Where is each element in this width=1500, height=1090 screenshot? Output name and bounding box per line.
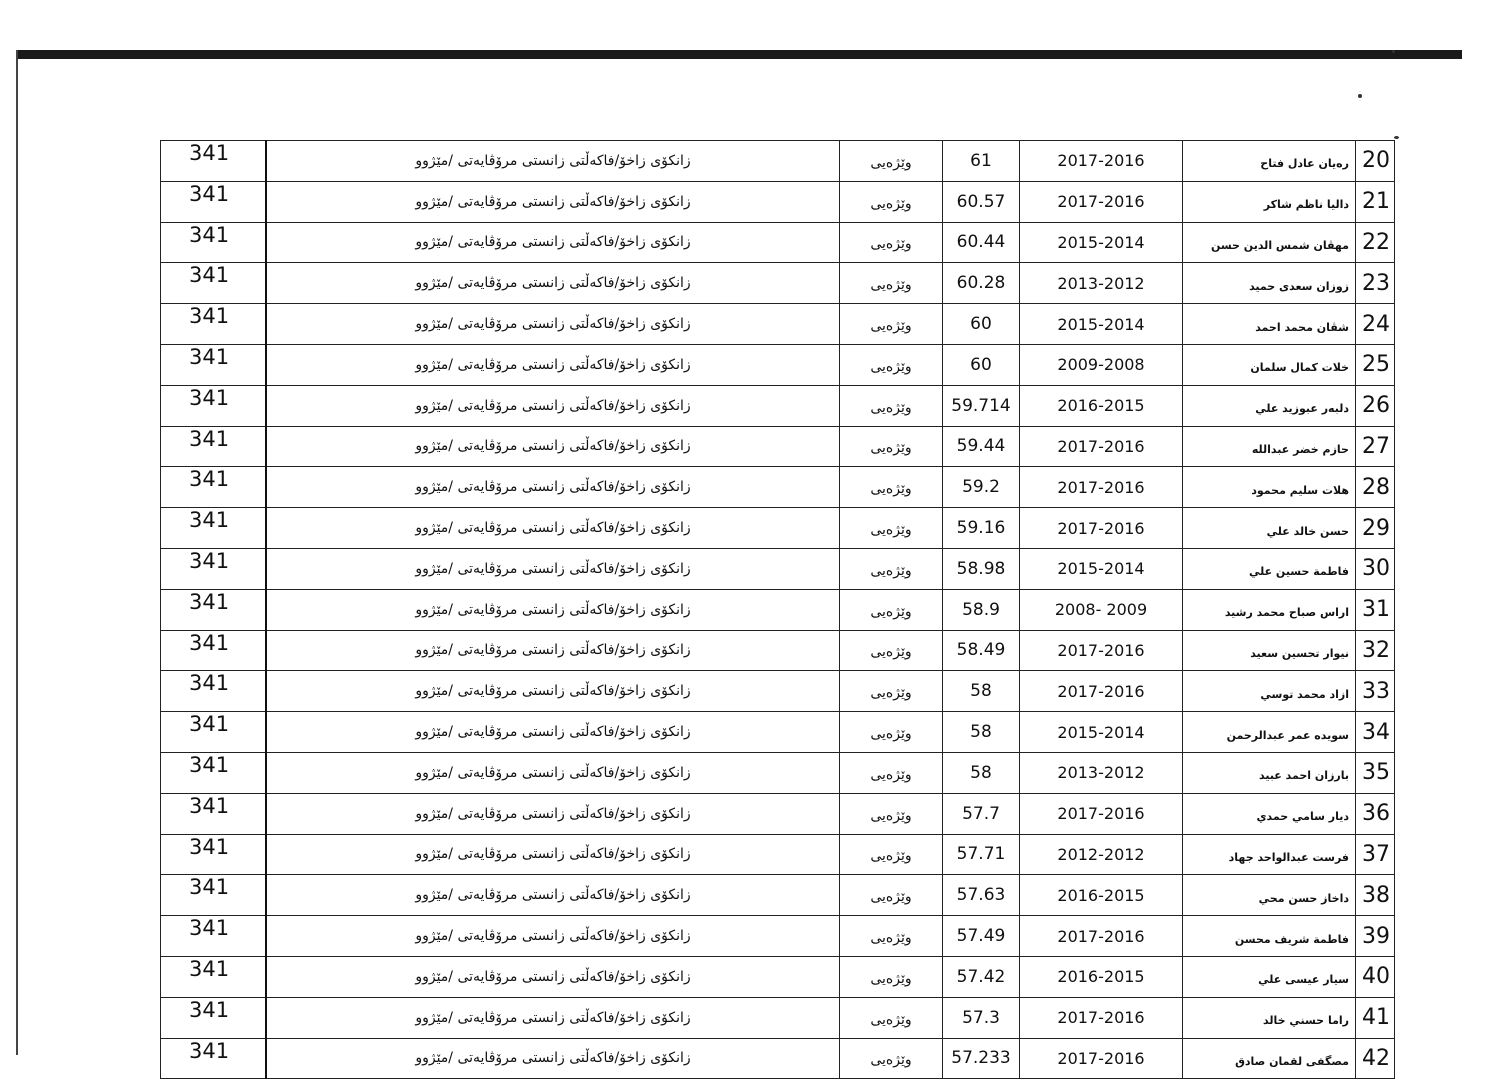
student-name-cell: مهڤان شمس الدين حسن [1183, 222, 1356, 263]
track-type-cell: وێژەیی [840, 548, 943, 589]
graduation-year-cell: 2013-2012 [1020, 752, 1183, 793]
department-cell: زانکۆی زاخۆ/فاکەڵتی زانستی مرۆڤایەتی /مێژوو [266, 344, 840, 385]
table-row [161, 793, 1395, 834]
track-type-cell: وێژەیی [840, 263, 943, 304]
graduation-year-cell: 2017-2016 [1020, 467, 1183, 508]
department-cell: زانکۆی زاخۆ/فاکەڵتی زانستی مرۆڤایەتی /مێژوو [266, 630, 840, 671]
score-cell: 57.49 [943, 916, 1020, 957]
code-cell: 341 [161, 875, 267, 916]
department-cell: زانکۆی زاخۆ/فاکەڵتی زانستی مرۆڤایەتی /مێژوو [266, 997, 840, 1038]
row-number-cell: 37 [1356, 834, 1395, 875]
department-cell: زانکۆی زاخۆ/فاکەڵتی زانستی مرۆڤایەتی /مێژوو [266, 875, 840, 916]
code-cell: 341 [161, 752, 267, 793]
row-number-cell: 20 [1356, 141, 1395, 182]
student-name-cell: دلبەر عبوزيد علي [1183, 385, 1356, 426]
department-cell: زانکۆی زاخۆ/فاکەڵتی زانستی مرۆڤایەتی /مێژوو [266, 834, 840, 875]
code-cell: 341 [161, 793, 267, 834]
code-cell: 341 [161, 385, 267, 426]
row-number-cell: 33 [1356, 671, 1395, 712]
row-number-cell: 41 [1356, 997, 1395, 1038]
student-name-cell: سويده عمر عبدالرحمن [1183, 712, 1356, 753]
code-cell: 341 [161, 344, 267, 385]
student-name-cell: سيار عيسى علي [1183, 956, 1356, 997]
table-row [161, 916, 1395, 957]
table-row [161, 1038, 1395, 1079]
track-type-cell: وێژەیی [840, 467, 943, 508]
table-row [161, 589, 1395, 630]
row-number-cell: 27 [1356, 426, 1395, 467]
department-cell: زانکۆی زاخۆ/فاکەڵتی زانستی مرۆڤایەتی /مێژوو [266, 671, 840, 712]
score-cell: 58.9 [943, 589, 1020, 630]
row-number-cell: 31 [1356, 589, 1395, 630]
score-cell: 60 [943, 304, 1020, 345]
table-row [161, 548, 1395, 589]
code-cell: 341 [161, 426, 267, 467]
student-name-cell: بارزان احمد عبيد [1183, 752, 1356, 793]
track-type-cell: وێژەیی [840, 997, 943, 1038]
graduation-year-cell: 2017-2016 [1020, 1038, 1183, 1079]
department-cell: زانکۆی زاخۆ/فاکەڵتی زانستی مرۆڤایەتی /مێژوو [266, 793, 840, 834]
graduation-year-cell: 2017-2016 [1020, 671, 1183, 712]
department-cell: زانکۆی زاخۆ/فاکەڵتی زانستی مرۆڤایەتی /مێژوو [266, 548, 840, 589]
department-cell: زانکۆی زاخۆ/فاکەڵتی زانستی مرۆڤایەتی /مێژوو [266, 1038, 840, 1079]
student-name-cell: حسن خالد علي [1183, 508, 1356, 549]
row-number-cell: 22 [1356, 222, 1395, 263]
track-type-cell: وێژەیی [840, 712, 943, 753]
score-cell: 58 [943, 752, 1020, 793]
student-name-cell: ديار سامي حمدي [1183, 793, 1356, 834]
row-number-cell: 29 [1356, 508, 1395, 549]
track-type-cell: وێژەیی [840, 793, 943, 834]
student-name-cell: داخاز حسن محي [1183, 875, 1356, 916]
graduation-year-cell: 2017-2016 [1020, 997, 1183, 1038]
track-type-cell: وێژەیی [840, 141, 943, 182]
row-number-cell: 23 [1356, 263, 1395, 304]
code-cell: 341 [161, 263, 267, 304]
track-type-cell: وێژەیی [840, 181, 943, 222]
score-cell: 57.3 [943, 997, 1020, 1038]
score-cell: 58.49 [943, 630, 1020, 671]
track-type-cell: وێژەیی [840, 1038, 943, 1079]
table-row [161, 712, 1395, 753]
table-row [161, 508, 1395, 549]
code-cell: 341 [161, 467, 267, 508]
table-row [161, 141, 1395, 182]
score-cell: 60.57 [943, 181, 1020, 222]
graduation-year-cell: 2015-2014 [1020, 304, 1183, 345]
page-left-edge [16, 50, 18, 1055]
graduation-year-cell: 2016-2015 [1020, 875, 1183, 916]
row-number-cell: 40 [1356, 956, 1395, 997]
student-name-cell: مصگفى لقمان صادق [1183, 1038, 1356, 1079]
track-type-cell: وێژەیی [840, 956, 943, 997]
graduation-year-cell: 2016-2015 [1020, 956, 1183, 997]
results-table-body [161, 141, 1395, 1079]
code-cell: 341 [161, 304, 267, 345]
score-cell: 61 [943, 141, 1020, 182]
graduation-year-cell: 2017-2016 [1020, 916, 1183, 957]
department-cell: زانکۆی زاخۆ/فاکەڵتی زانستی مرۆڤایەتی /مێژوو [266, 426, 840, 467]
score-cell: 57.7 [943, 793, 1020, 834]
row-number-cell: 38 [1356, 875, 1395, 916]
track-type-cell: وێژەیی [840, 630, 943, 671]
code-cell: 341 [161, 630, 267, 671]
track-type-cell: وێژەیی [840, 426, 943, 467]
table-row [161, 875, 1395, 916]
track-type-cell: وێژەیی [840, 304, 943, 345]
score-cell: 57.71 [943, 834, 1020, 875]
graduation-year-cell: 2017-2016 [1020, 630, 1183, 671]
results-table-wrapper [160, 140, 1390, 1079]
graduation-year-cell: 2017-2016 [1020, 508, 1183, 549]
code-cell: 341 [161, 671, 267, 712]
score-cell: 59.714 [943, 385, 1020, 426]
page-top-rule [18, 50, 1462, 59]
row-number-cell: 36 [1356, 793, 1395, 834]
graduation-year-cell: 2013-2012 [1020, 263, 1183, 304]
graduation-year-cell: 2009-2008 [1020, 344, 1183, 385]
student-name-cell: زوزان سعدى حميد [1183, 263, 1356, 304]
department-cell: زانکۆی زاخۆ/فاکەڵتی زانستی مرۆڤایەتی /مێژوو [266, 141, 840, 182]
student-name-cell: فاطمة شريف محسن [1183, 916, 1356, 957]
student-name-cell: حازم خضر عبدالله [1183, 426, 1356, 467]
student-name-cell: هلات سليم محمود [1183, 467, 1356, 508]
table-row [161, 263, 1395, 304]
score-cell: 60.28 [943, 263, 1020, 304]
track-type-cell: وێژەیی [840, 875, 943, 916]
department-cell: زانکۆی زاخۆ/فاکەڵتی زانستی مرۆڤایەتی /مێژوو [266, 956, 840, 997]
track-type-cell: وێژەیی [840, 508, 943, 549]
table-row [161, 997, 1395, 1038]
code-cell: 341 [161, 141, 267, 182]
row-number-cell: 34 [1356, 712, 1395, 753]
scan-speck [1358, 94, 1362, 98]
code-cell: 341 [161, 1038, 267, 1079]
student-name-cell: راما حسني خالد [1183, 997, 1356, 1038]
score-cell: 58 [943, 712, 1020, 753]
department-cell: زانکۆی زاخۆ/فاکەڵتی زانستی مرۆڤایەتی /مێژوو [266, 589, 840, 630]
table-row [161, 304, 1395, 345]
graduation-year-cell: 2015-2014 [1020, 222, 1183, 263]
student-name-cell: فرست عبدالواحد جهاد [1183, 834, 1356, 875]
student-name-cell: خلات كمال سلمان [1183, 344, 1356, 385]
graduation-year-cell: 2017-2016 [1020, 141, 1183, 182]
code-cell: 341 [161, 222, 267, 263]
track-type-cell: وێژەیی [840, 222, 943, 263]
department-cell: زانکۆی زاخۆ/فاکەڵتی زانستی مرۆڤایەتی /مێژوو [266, 752, 840, 793]
graduation-year-cell: 2017-2016 [1020, 426, 1183, 467]
code-cell: 341 [161, 181, 267, 222]
graduation-year-cell: 2017-2016 [1020, 793, 1183, 834]
table-row [161, 385, 1395, 426]
table-row [161, 671, 1395, 712]
code-cell: 341 [161, 834, 267, 875]
row-number-cell: 39 [1356, 916, 1395, 957]
department-cell: زانکۆی زاخۆ/فاکەڵتی زانستی مرۆڤایەتی /مێژوو [266, 712, 840, 753]
table-row [161, 752, 1395, 793]
code-cell: 341 [161, 916, 267, 957]
score-cell: 58.98 [943, 548, 1020, 589]
track-type-cell: وێژەیی [840, 752, 943, 793]
department-cell: زانکۆی زاخۆ/فاکەڵتی زانستی مرۆڤایەتی /مێژوو [266, 181, 840, 222]
row-number-cell: 30 [1356, 548, 1395, 589]
track-type-cell: وێژەیی [840, 834, 943, 875]
score-cell: 59.16 [943, 508, 1020, 549]
code-cell: 341 [161, 508, 267, 549]
row-number-cell: 26 [1356, 385, 1395, 426]
score-cell: 60 [943, 344, 1020, 385]
table-row [161, 956, 1395, 997]
graduation-year-cell: 2012-2012 [1020, 834, 1183, 875]
student-name-cell: شڤان محمد احمد [1183, 304, 1356, 345]
graduation-year-cell: 2008- 2009 [1020, 589, 1183, 630]
track-type-cell: وێژەیی [840, 589, 943, 630]
department-cell: زانکۆی زاخۆ/فاکەڵتی زانستی مرۆڤایەتی /مێژوو [266, 385, 840, 426]
row-number-cell: 21 [1356, 181, 1395, 222]
score-cell: 59.2 [943, 467, 1020, 508]
graduation-year-cell: 2015-2014 [1020, 548, 1183, 589]
score-cell: 58 [943, 671, 1020, 712]
row-number-cell: 28 [1356, 467, 1395, 508]
code-cell: 341 [161, 956, 267, 997]
score-cell: 57.63 [943, 875, 1020, 916]
student-name-cell: رەیان عادل فتاح [1183, 141, 1356, 182]
graduation-year-cell: 2016-2015 [1020, 385, 1183, 426]
row-number-cell: 42 [1356, 1038, 1395, 1079]
department-cell: زانکۆی زاخۆ/فاکەڵتی زانستی مرۆڤایەتی /مێژوو [266, 508, 840, 549]
department-cell: زانکۆی زاخۆ/فاکەڵتی زانستی مرۆڤایەتی /مێژوو [266, 222, 840, 263]
student-name-cell: نيوار تحسين سعيد [1183, 630, 1356, 671]
table-row [161, 834, 1395, 875]
department-cell: زانکۆی زاخۆ/فاکەڵتی زانستی مرۆڤایەتی /مێژوو [266, 467, 840, 508]
student-name-cell: داليا ناظم شاكر [1183, 181, 1356, 222]
results-table [160, 140, 1395, 1079]
student-name-cell: اراس صباح محمد رشيد [1183, 589, 1356, 630]
track-type-cell: وێژەیی [840, 916, 943, 957]
table-row [161, 222, 1395, 263]
track-type-cell: وێژەیی [840, 671, 943, 712]
scan-speck [1392, 50, 1395, 53]
student-name-cell: فاطمة حسين علي [1183, 548, 1356, 589]
scan-speck [1394, 136, 1399, 139]
track-type-cell: وێژەیی [840, 344, 943, 385]
row-number-cell: 24 [1356, 304, 1395, 345]
track-type-cell: وێژەیی [840, 385, 943, 426]
row-number-cell: 32 [1356, 630, 1395, 671]
table-row [161, 344, 1395, 385]
graduation-year-cell: 2015-2014 [1020, 712, 1183, 753]
department-cell: زانکۆی زاخۆ/فاکەڵتی زانستی مرۆڤایەتی /مێژوو [266, 304, 840, 345]
row-number-cell: 35 [1356, 752, 1395, 793]
department-cell: زانکۆی زاخۆ/فاکەڵتی زانستی مرۆڤایەتی /مێژوو [266, 916, 840, 957]
code-cell: 341 [161, 589, 267, 630]
table-row [161, 630, 1395, 671]
score-cell: 57.233 [943, 1038, 1020, 1079]
department-cell: زانکۆی زاخۆ/فاکەڵتی زانستی مرۆڤایەتی /مێژوو [266, 263, 840, 304]
score-cell: 57.42 [943, 956, 1020, 997]
score-cell: 60.44 [943, 222, 1020, 263]
code-cell: 341 [161, 548, 267, 589]
code-cell: 341 [161, 712, 267, 753]
table-row [161, 426, 1395, 467]
student-name-cell: ازاد محمد توسي [1183, 671, 1356, 712]
table-row [161, 181, 1395, 222]
score-cell: 59.44 [943, 426, 1020, 467]
graduation-year-cell: 2017-2016 [1020, 181, 1183, 222]
table-row [161, 467, 1395, 508]
row-number-cell: 25 [1356, 344, 1395, 385]
code-cell: 341 [161, 997, 267, 1038]
